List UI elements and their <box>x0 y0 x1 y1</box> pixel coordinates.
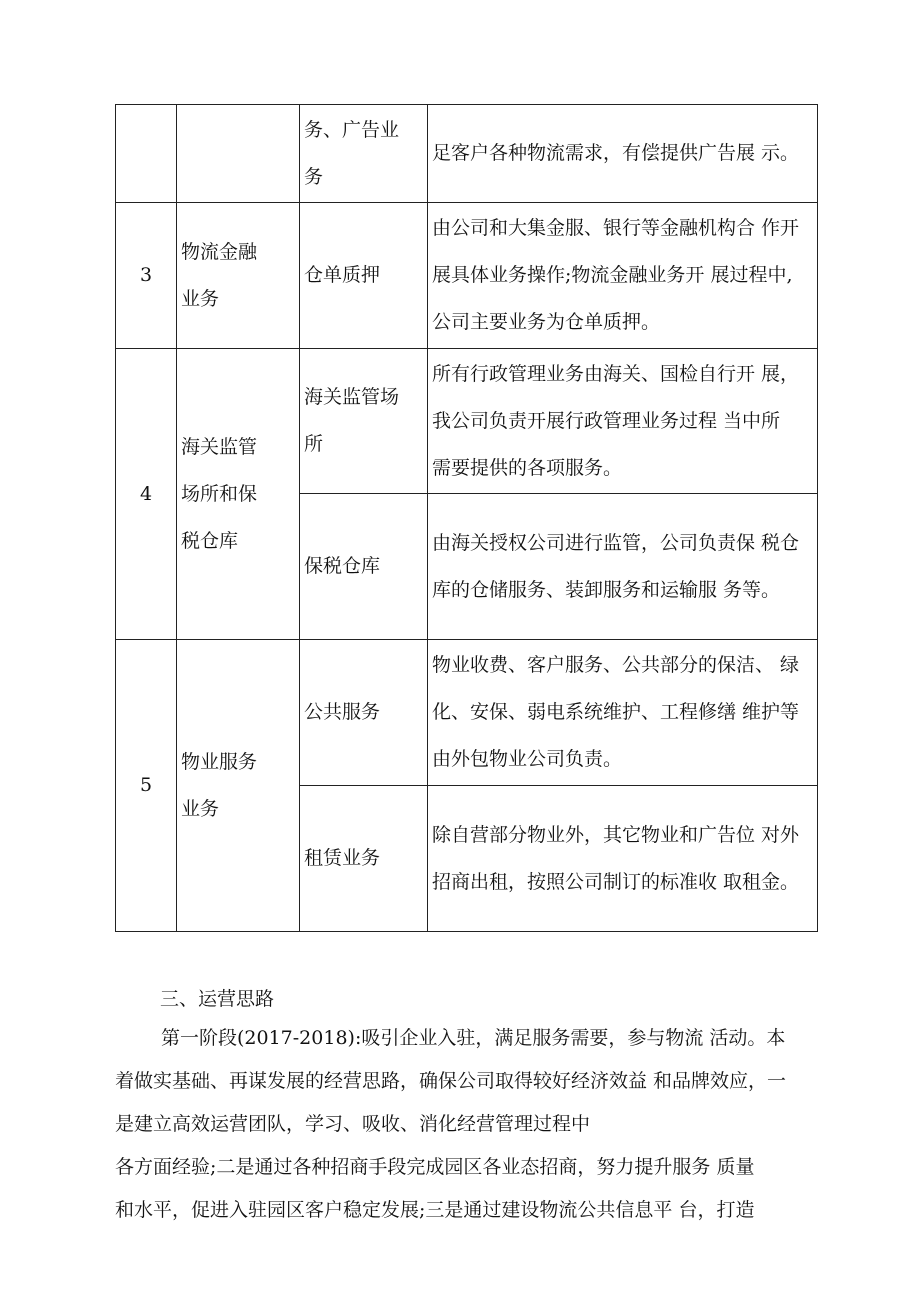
table-row <box>116 203 818 349</box>
row-number-cell <box>116 105 177 203</box>
desc-line: 我公司负责开展行政管理业务过程 当中所 <box>432 409 781 432</box>
desc-line: 由海关授权公司进行监管，公司负责保 税仓 <box>432 531 800 554</box>
category-line: 物业服务 <box>181 750 258 773</box>
desc-line: 足客户各种物流需求，有偿提供广告展 示。 <box>432 142 800 164</box>
item-cell <box>300 203 428 349</box>
category-line: 物流金融 <box>181 240 258 263</box>
table-row <box>116 349 818 494</box>
paragraph-line: 和水平，促进入驻园区客户稳定发展;三是通过建设物流公共信息平 台，打造 <box>115 1199 755 1221</box>
description-cell <box>428 349 818 494</box>
category-cell <box>177 640 300 932</box>
item-cell <box>300 105 428 203</box>
description-cell <box>428 105 818 203</box>
desc-line: 需要提供的各项服务。 <box>432 456 623 479</box>
item-cell <box>300 786 428 932</box>
row-number-cell: 3 <box>116 203 177 349</box>
business-table <box>115 104 818 932</box>
desc-line: 所有行政管理业务由海关、国检自行开 展， <box>432 362 800 385</box>
desc-line: 化、安保、弱电系统维护、工程修缮 维护等 <box>432 701 800 723</box>
desc-line: 由外包物业公司负责。 <box>432 748 623 770</box>
item-line: 所 <box>304 433 324 455</box>
paragraph-line: 第一阶段(2017-2018):吸引企业入驻，满足服务需要，参与物流 活动。本 <box>161 1027 786 1049</box>
item-line: 务、广告业 <box>304 118 400 141</box>
desc-line: 由公司和大集金服、银行等金融机构合 作开 <box>432 217 800 239</box>
item-line: 公共服务 <box>304 701 381 723</box>
description-cell <box>428 640 818 786</box>
desc-line: 库的仓储服务、装卸服务和运输服 务等。 <box>432 578 781 601</box>
paragraph-line: 各方面经验;二是通过各种招商手段完成园区各业态招商，努力提升服务 质量 <box>115 1156 755 1178</box>
paragraph-line: 着做实基础、再谋发展的经营思路，确保公司取得较好经济效益 和品牌效应，一 <box>115 1070 787 1092</box>
category-cell <box>177 349 300 640</box>
desc-line: 物业收费、客户服务、公共部分的保洁、 绿 <box>432 654 800 676</box>
desc-line: 公司主要业务为仓单质押。 <box>432 311 661 333</box>
row-number-cell: 4 <box>116 349 177 640</box>
item-cell <box>300 494 428 640</box>
section-heading: 三、运营思路 <box>160 988 275 1010</box>
category-cell <box>177 203 300 349</box>
table-row <box>116 105 818 203</box>
desc-line: 招商出租，按照公司制订的标准收 取租金。 <box>432 870 800 893</box>
category-cell <box>177 105 300 203</box>
category-line: 业务 <box>181 797 220 820</box>
item-line: 保税仓库 <box>304 555 381 577</box>
paragraph-line: 是建立高效运营团队，学习、吸收、消化经营管理过程中 <box>115 1113 591 1135</box>
category-line: 场所和保 <box>181 482 258 505</box>
category-line: 海关监管 <box>181 435 258 458</box>
item-line: 租赁业务 <box>304 847 381 869</box>
item-cell <box>300 349 428 494</box>
item-line: 海关监管场 <box>304 386 400 408</box>
item-line: 仓单质押 <box>304 264 381 286</box>
row-number-cell: 5 <box>116 640 177 932</box>
description-cell <box>428 494 818 640</box>
category-line: 业务 <box>181 287 220 310</box>
body-paragraph <box>115 1017 820 1232</box>
description-cell <box>428 203 818 349</box>
table-row <box>116 640 818 786</box>
item-line: 务 <box>304 165 324 188</box>
description-cell <box>428 786 818 932</box>
desc-line: 展具体业务操作;物流金融业务开 展过程中, <box>432 264 793 286</box>
item-cell <box>300 640 428 786</box>
desc-line: 除自营部分物业外，其它物业和广告位 对外 <box>432 823 800 846</box>
category-line: 税仓库 <box>181 529 239 552</box>
